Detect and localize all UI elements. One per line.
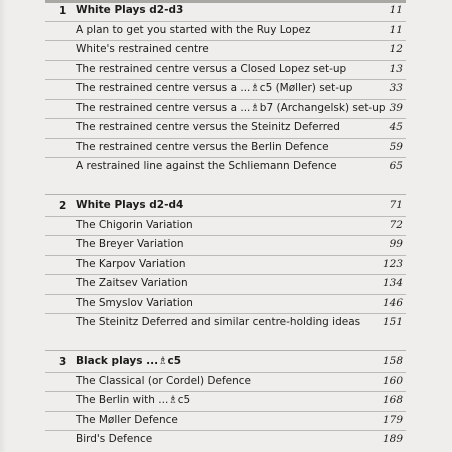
entry-title: The restrained centre versus the Berlin Defence — [76, 140, 329, 153]
chapter-number: 3 — [59, 356, 67, 368]
chapter-number: 1 — [59, 5, 67, 17]
toc-entry — [45, 412, 406, 432]
entry-page: 123 — [382, 257, 403, 270]
entry-page: 99 — [389, 238, 403, 250]
chapter-page: 11 — [389, 4, 403, 16]
entry-page: 179 — [382, 413, 403, 426]
entry-title: The Smyslov Variation — [76, 296, 193, 309]
chapter-page: 71 — [389, 199, 403, 211]
entry-title: The Chigorin Variation — [76, 218, 193, 231]
entry-title: The restrained centre versus a ...♗b7 (Archangelsk) set-up — [76, 101, 386, 114]
toc-entry — [45, 392, 406, 412]
entry-page: 72 — [389, 218, 403, 231]
entry-page: 189 — [382, 433, 403, 445]
entry-title: A restrained line against the Schliemann Defence — [76, 160, 337, 172]
chapter-title: White Plays d2-d3 — [76, 4, 184, 16]
entry-title: The restrained centre versus the Steinitz Deferred — [76, 121, 340, 133]
toc-entry — [45, 61, 406, 81]
entry-title: The Steinitz Deferred and similar centre-holding ideas — [76, 316, 361, 328]
entry-title: The Berlin with ...♗c5 — [76, 394, 191, 406]
entry-page: 45 — [389, 121, 403, 133]
entry-title: The restrained centre versus a Closed Lopez set-up — [76, 62, 347, 75]
toc-entry — [45, 295, 406, 315]
chapter-number: 2 — [59, 200, 67, 212]
entry-title: The Breyer Variation — [76, 238, 184, 250]
toc-entry — [45, 158, 406, 178]
toc-entry — [45, 314, 406, 334]
toc-entry — [45, 100, 406, 120]
entry-page: 160 — [382, 374, 403, 387]
toc-entry — [45, 275, 406, 295]
chapter-page: 158 — [382, 355, 403, 367]
toc-entry — [45, 373, 406, 393]
entry-title: The restrained centre versus a ...♗c5 (Møller) set-up — [76, 82, 353, 94]
chapter-divider — [45, 350, 406, 351]
entry-page: 146 — [382, 296, 403, 309]
entry-page: 12 — [389, 43, 403, 55]
entry-title: The Karpov Variation — [76, 257, 186, 270]
toc-entry — [45, 256, 406, 276]
entry-page: 11 — [389, 23, 403, 36]
chapter-title: White Plays d2-d4 — [76, 199, 184, 211]
entry-page: 134 — [382, 277, 403, 289]
toc-entry — [45, 80, 406, 100]
toc-entry — [45, 22, 406, 42]
chapter-heading — [45, 2, 406, 22]
entry-title: Bird's Defence — [76, 433, 153, 445]
entry-title: A plan to get you started with the Ruy Lopez — [76, 23, 311, 36]
toc-entry — [45, 431, 406, 451]
toc-entry — [45, 217, 406, 237]
chapter-divider — [45, 194, 406, 195]
page-binding-edge — [0, 0, 7, 452]
entry-title: White's restrained centre — [76, 43, 209, 55]
entry-page: 65 — [389, 160, 403, 172]
toc-entry — [45, 41, 406, 61]
entry-page: 33 — [389, 82, 403, 94]
toc-entry — [45, 236, 406, 256]
entry-page: 13 — [389, 62, 403, 75]
entry-page: 39 — [389, 101, 403, 114]
entry-page: 151 — [382, 316, 403, 328]
chapter-heading — [45, 353, 406, 373]
toc-entry — [45, 119, 406, 139]
entry-page: 168 — [382, 394, 403, 406]
chapter-heading — [45, 197, 406, 217]
toc-entry — [45, 139, 406, 159]
entry-title: The Zaitsev Variation — [76, 277, 188, 289]
entry-title: The Møller Defence — [76, 413, 178, 426]
entry-title: The Classical (or Cordel) Defence — [76, 374, 251, 387]
chapter-title: Black plays ...♗c5 — [76, 355, 182, 367]
entry-page: 59 — [389, 140, 403, 153]
